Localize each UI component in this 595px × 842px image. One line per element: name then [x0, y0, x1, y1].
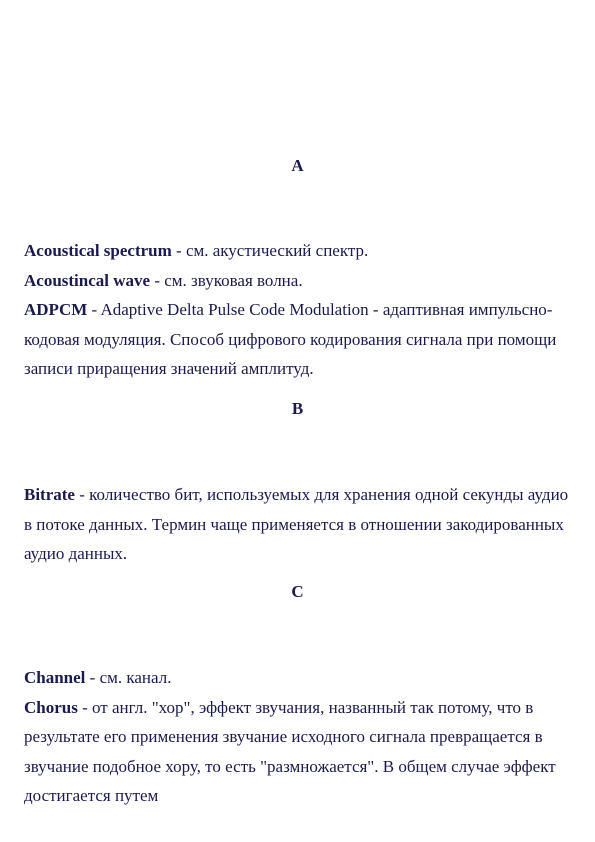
section-heading-b: B [291, 399, 304, 418]
entry-definition: - см. звуковая волна. [150, 270, 303, 290]
entry-definition: - Adaptive Delta Pulse Code Modulation - адаптивная импульсно-кодовая модуляция. Способ цифрового кодирования сигнала при помощи записи приращения значений амплитуд. [24, 300, 557, 378]
entry-term: Channel [24, 668, 86, 687]
glossary-entry [24, 295, 580, 384]
section-c-entries [24, 663, 580, 811]
entry-term: Acoustincal wave [24, 270, 151, 290]
glossary-entry [24, 480, 580, 569]
section-a-entries [24, 236, 580, 384]
entry-term: Bitrate [24, 485, 75, 504]
entry-definition: - количество бит, используемых для хранения одной секунды аудио в потоке данных. Термин чаще применяется в отношении закодированных аудио данных. [24, 485, 569, 563]
entry-definition: - от англ. "хор", эффект звучания, названный так потому, что в результате его применения звучание исходного сигнала превращается в звучание подобное хору, то есть "размножается". В общем случае эффект достигается путем [24, 697, 556, 805]
glossary-entry [24, 266, 580, 296]
entry-term: Acoustical spectrum [24, 241, 172, 260]
glossary-entry [24, 663, 580, 693]
glossary-entry [24, 693, 580, 811]
section-b-entries [24, 480, 580, 569]
section-heading-c: C [291, 582, 304, 601]
entry-definition: - см. канал. [85, 668, 172, 687]
entry-term: ADPCM [24, 300, 88, 319]
entry-definition: - см. акустический спектр. [171, 241, 369, 260]
section-heading-a: A [291, 156, 304, 175]
glossary-entry [24, 236, 580, 266]
entry-term: Chorus [24, 697, 78, 717]
